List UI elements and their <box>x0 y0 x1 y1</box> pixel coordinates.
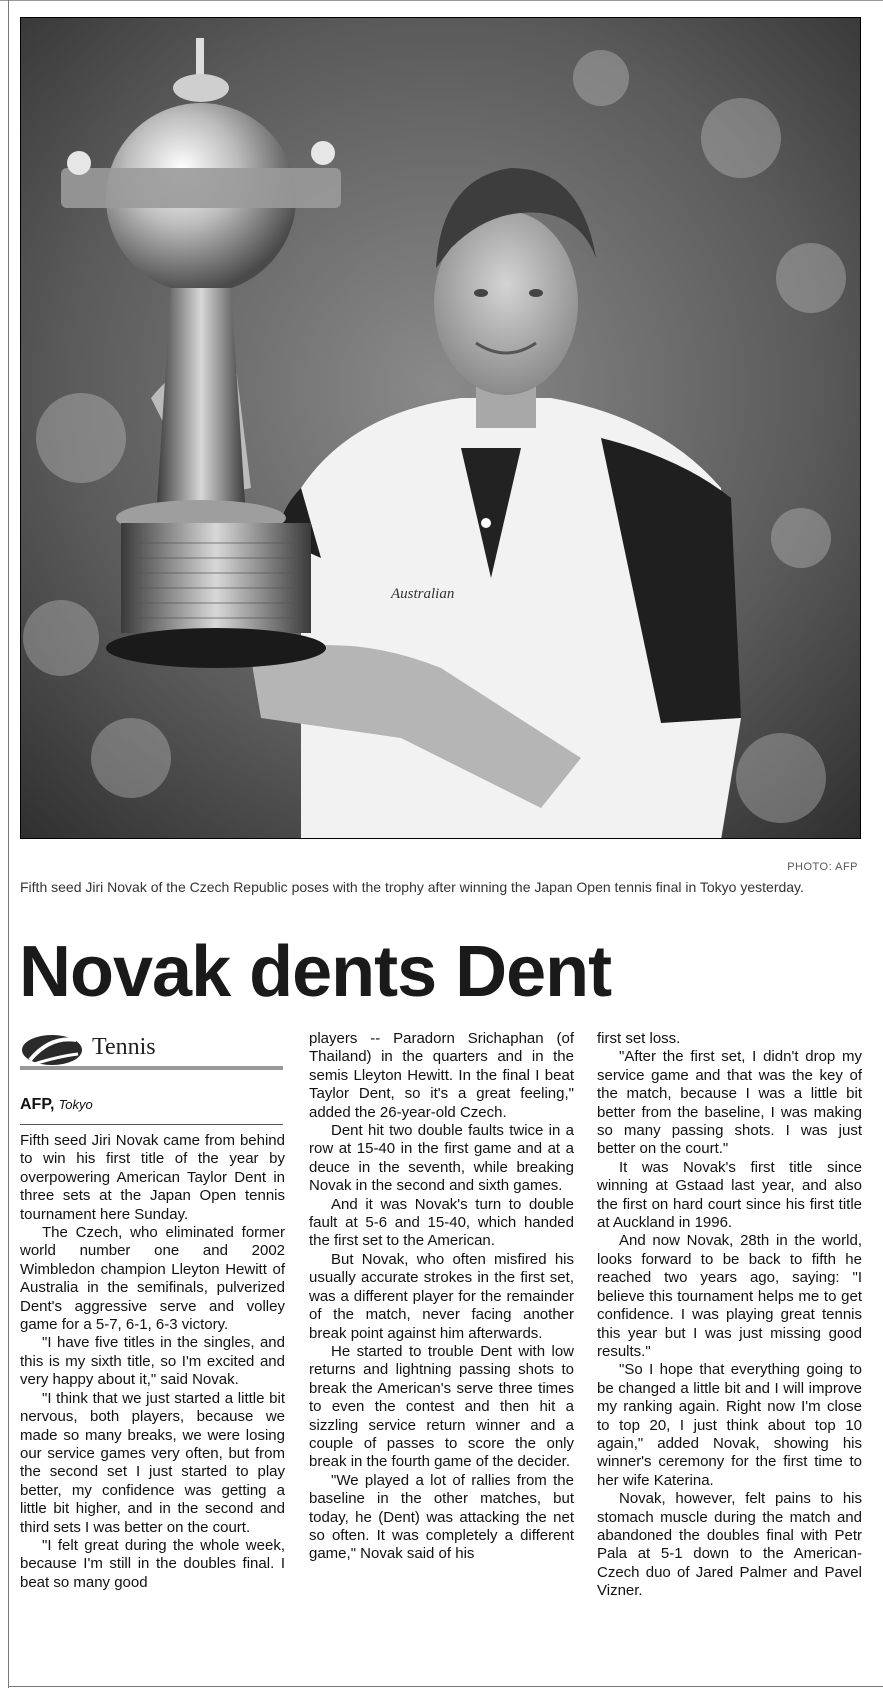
dateline-source: AFP, <box>20 1096 55 1113</box>
paragraph: Novak, however, felt pains to his stomach muscle during the match and abandoned the doubles final with Petr Pala at 5-1 down to the American-Czech duo of Jared Palmer and Pavel Vizner. <box>597 1490 862 1600</box>
paragraph: "I felt great during the whole week, because I'm still in the doubles final. I beat so many good <box>20 1536 285 1591</box>
dateline-place: Tokyo <box>58 1097 93 1112</box>
paragraph: And it was Novak's turn to double fault at 5-6 and 15-40, which handed the first set to the American. <box>309 1195 574 1250</box>
article-column-1 <box>20 1132 285 1592</box>
paragraph: "I think that we just started a little bit nervous, both players, because we made so many breaks, we were losing our service games very often, but from the second set I just started to play better, my confidence was getting a little bit higher, and in the second and third sets I was better on the court. <box>20 1389 285 1536</box>
article-column-3 <box>597 1030 862 1601</box>
section-header <box>20 1030 283 1070</box>
section-label: Tennis <box>92 1034 156 1060</box>
headline: Novak dents Dent <box>19 932 612 1012</box>
paragraph: "We played a lot of rallies from the baseline in the other matches, but today, he (Dent) was attacking the net so often. It was completely a different game," Novak said of his <box>309 1471 574 1563</box>
paragraph: first set loss. <box>597 1030 681 1047</box>
paragraph: "I have five titles in the singles, and this is my sixth title, so I'm excited and very happy about it," said Novak. <box>20 1334 285 1389</box>
left-border <box>8 0 9 1688</box>
article-column-2 <box>309 1030 574 1564</box>
photo-illustration <box>21 18 861 839</box>
paragraph: Fifth seed Jiri Novak came from behind to win his first title of the year by overpowering American Taylor Dent in three sets at the Japan Open tennis tournament here Sunday. <box>20 1132 285 1223</box>
photo-caption: Fifth seed Jiri Novak of the Czech Republic poses with the trophy after winning the Japan Open tennis final in Tokyo yesterday. <box>20 879 804 895</box>
tennis-ball-icon <box>20 1030 84 1066</box>
bottom-border <box>8 1686 883 1687</box>
paragraph: "After the first set, I didn't drop my service game and that was the key of the match, because I was a little bit better from the baseline, I was making so many passing shots. I was just better on the court." <box>597 1048 862 1158</box>
photo-credit: PHOTO: AFP <box>787 861 858 873</box>
paragraph: But Novak, who often misfired his usually accurate strokes in the first set, was a different player for the remainder of the match, never facing another break point against him afterwards. <box>309 1250 574 1342</box>
paragraph: He started to trouble Dent with low returns and lightning passing shots to break the American's serve three times to even the contest and then hit a sizzling service return winner and a couple of passes to score the only break in the fourth game of the decider. <box>309 1342 574 1471</box>
paragraph: It was Novak's first title since winning at Gstaad last year, and also the first on hard court since his first title at Auckland in 1996. <box>597 1158 862 1232</box>
paragraph: Dent hit two double faults twice in a row at 15-40 in the first game and at a deuce in the seventh, while breaking Novak in the second and sixth games. <box>309 1122 574 1195</box>
paragraph: players -- Paradorn Srichaphan (of Thailand) in the quarters and in the semis Lleyton Hewitt. In the final I beat Taylor Dent, so it's a great feeling," added the 26-year-old Czech. <box>309 1030 574 1121</box>
top-rule <box>0 0 883 1</box>
paragraph: "So I hope that everything going to be changed a little bit and I will improve my ranking again. Right now I'm close to top 20, I just think about top 10 again," added Novak, showing his winner's ceremony for the first time to her wife Katerina. <box>597 1361 862 1489</box>
section-rule <box>20 1066 283 1070</box>
paragraph: The Czech, who eliminated former world number one and 2002 Wimbledon champion Lleyton Hewitt of Australia in the semifinals, pulverized Dent's aggressive serve and volley game for a 5-7, 6-1, 6-3 victory. <box>20 1224 285 1334</box>
paragraph: And now Novak, 28th in the world, looks forward to be back to fifth he reached two years ago, saying: "I believe this tournament helps me to get confidence. I was playing great tennis this year but I was just missing good results." <box>597 1232 862 1360</box>
news-photo <box>20 17 861 839</box>
shirt-text: Australian <box>391 586 455 602</box>
dateline-rule <box>20 1124 283 1125</box>
dateline <box>20 1096 93 1114</box>
